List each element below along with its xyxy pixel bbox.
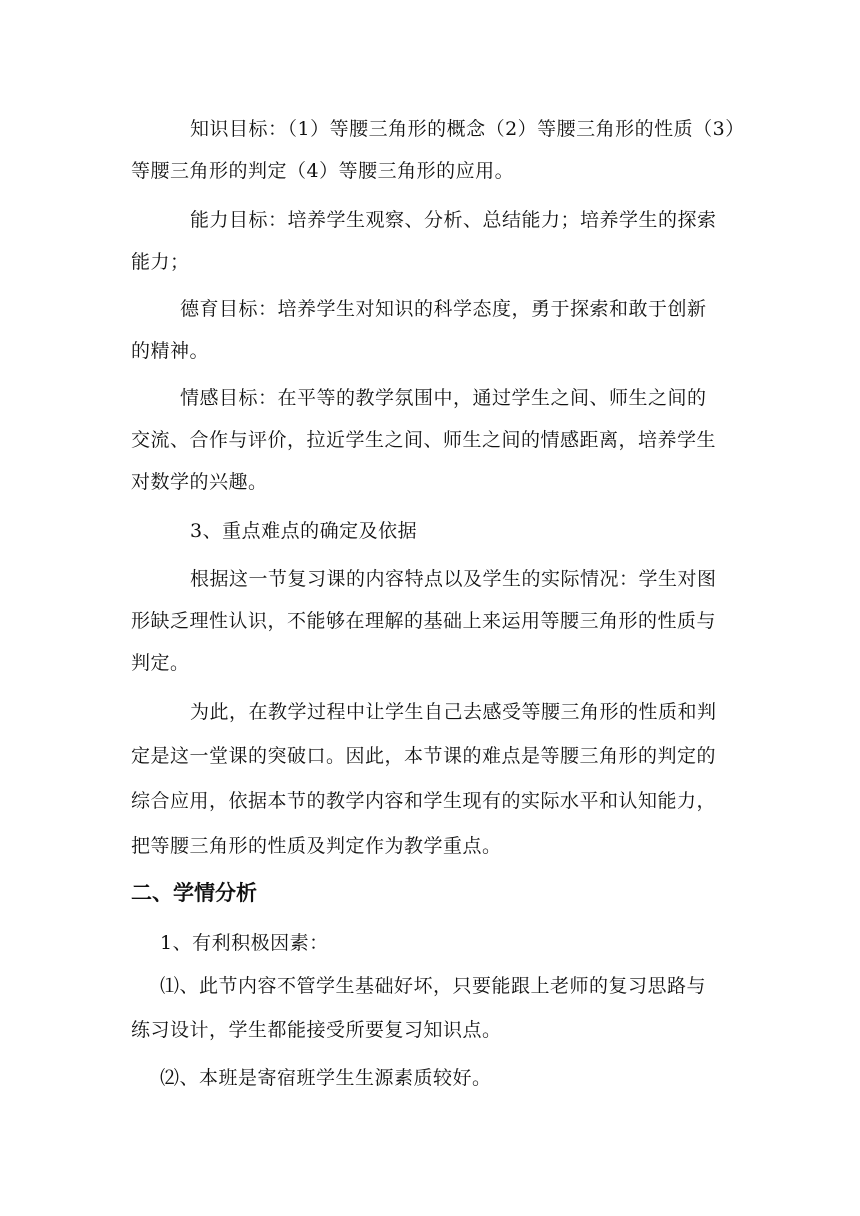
section-heading-learning-analysis: 二、学情分析 — [131, 881, 257, 905]
key-points-para2-line-2: 定是这一堂课的突破口。因此，本节课的难点是等腰三角形的判定的 — [131, 745, 717, 767]
key-points-para1-line-3: 判定。 — [131, 652, 190, 674]
key-points-para1-line-1: 根据这一节复习课的内容特点以及学生的实际情况：学生对图 — [190, 568, 717, 590]
key-points-para2-line-3: 综合应用，依据本节的教学内容和学生现有的实际水平和认知能力， — [131, 790, 717, 812]
factor-item-1-line-1: ⑴、此节内容不管学生基础好坏，只要能跟上老师的复习思路与 — [160, 975, 707, 997]
key-points-para2-line-4: 把等腰三角形的性质及判定作为教学重点。 — [131, 835, 502, 857]
emotion-goal-line-1: 情感目标：在平等的教学氛围中，通过学生之间、师生之间的 — [180, 387, 707, 409]
key-points-para2-line-1: 为此，在教学过程中让学生自己去感受等腰三角形的性质和判 — [190, 701, 717, 723]
knowledge-goal-line-1: 知识目标：（1）等腰三角形的概念（2）等腰三角形的性质（3） — [190, 118, 745, 140]
favorable-factors-heading: 1、有利积极因素： — [160, 932, 329, 954]
ability-goal-line-2: 能力； — [131, 251, 190, 273]
factor-item-1-line-2: 练习设计，学生都能接受所要复习知识点。 — [131, 1019, 502, 1041]
emotion-goal-line-3: 对数学的兴趣。 — [131, 471, 268, 493]
ability-goal-line-1: 能力目标：培养学生观察、分析、总结能力；培养学生的探索 — [190, 209, 717, 231]
key-points-para1-line-2: 形缺乏理性认识，不能够在理解的基础上来运用等腰三角形的性质与 — [131, 610, 717, 632]
moral-goal-line-2: 的精神。 — [131, 340, 210, 362]
moral-goal-line-1: 德育目标：培养学生对知识的科学态度，勇于探索和敢于创新 — [180, 298, 707, 320]
knowledge-goal-line-2: 等腰三角形的判定（4）等腰三角形的应用。 — [131, 160, 515, 182]
factor-item-2: ⑵、本班是寄宿班学生生源素质较好。 — [160, 1067, 492, 1089]
key-points-heading: 3、重点难点的确定及依据 — [190, 520, 418, 542]
emotion-goal-line-2: 交流、合作与评价，拉近学生之间、师生之间的情感距离，培养学生 — [131, 429, 717, 451]
